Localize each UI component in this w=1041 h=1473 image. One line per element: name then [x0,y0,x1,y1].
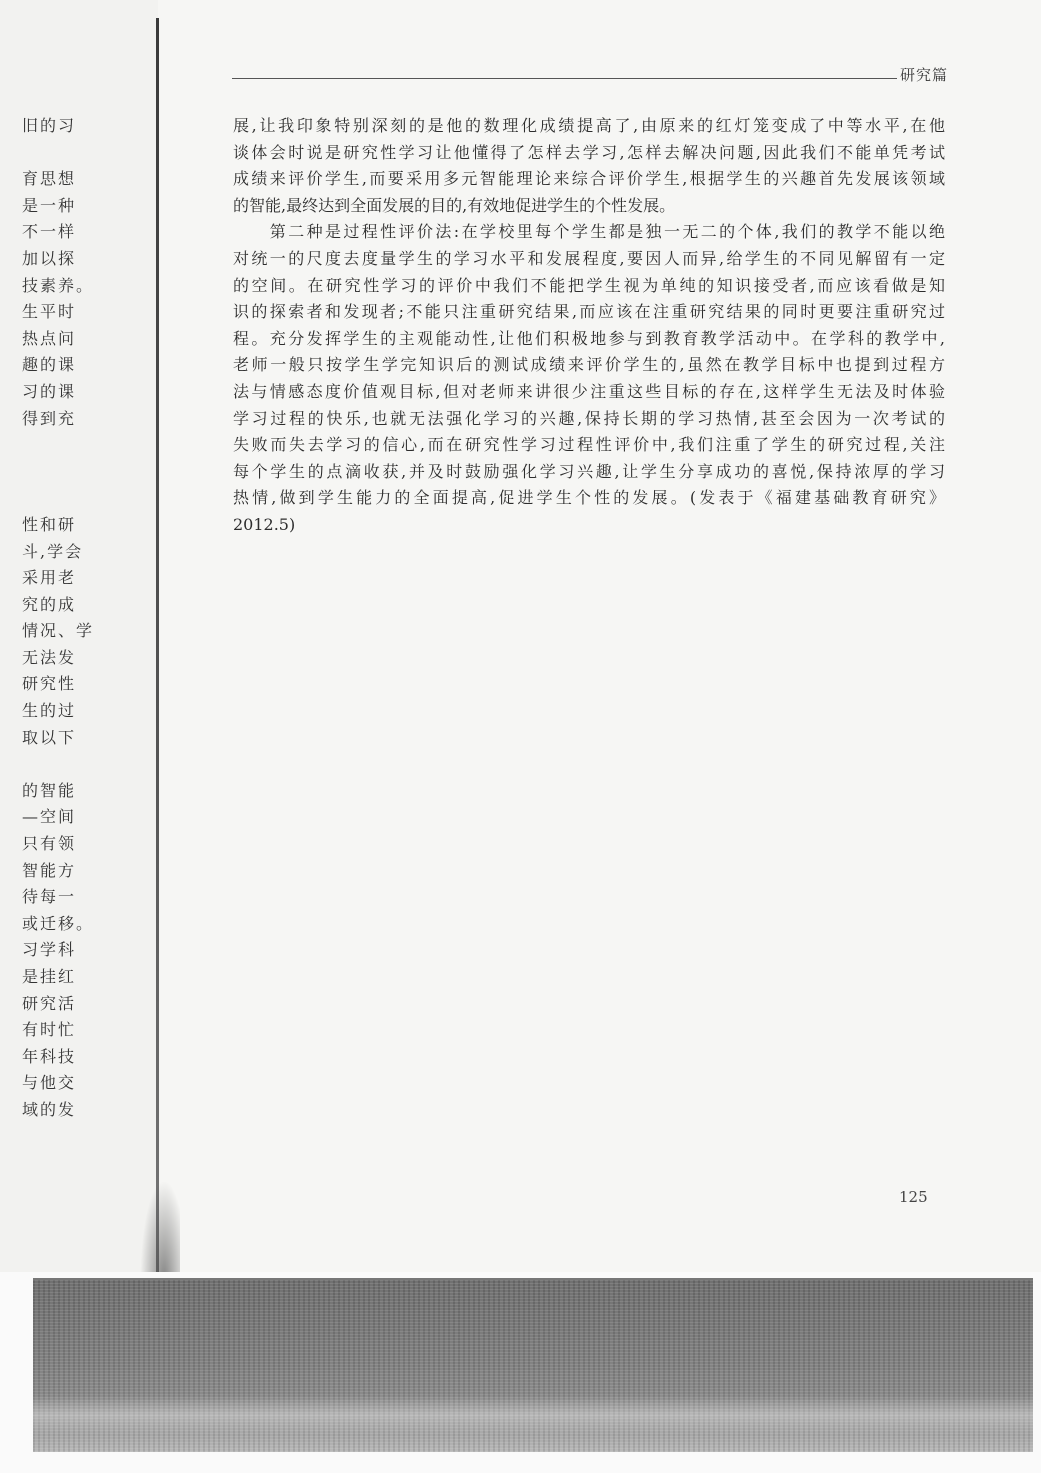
margin-fragment: 是一种 [22,195,77,215]
header-rule [232,78,897,79]
margin-fragment [22,432,132,459]
margin-fragment [22,140,132,167]
margin-fragment: 育思想 [22,169,77,189]
margin-fragment: 生平时 [22,302,77,322]
margin-fragment: 有时忙 [22,1020,77,1040]
body-line: 热情,做到学生能力的全面提高,促进学生个性的发展。(发表于《福建基础教育研究》 [233,488,945,508]
body-line: 程。充分发挥学生的主观能动性,让他们积极地参与到教育教学活动中。在学科的教学中, [233,328,945,348]
margin-fragment: 趣的课 [22,355,77,375]
spine-fade-shadow [140,1180,180,1280]
body-line: 2012.5) [233,514,296,534]
margin-fragment: 的智能 [22,780,77,800]
body-line: 对统一的尺度去度量学生的学习水平和发展程度,要因人而异,给学生的不同见解留有一定 [233,248,945,268]
body-line: 第二种是过程性评价法:在学校里每个学生都是独一无二的个体,我们的教学不能以绝 [233,222,945,242]
body-line: 法与情感态度价值观目标,但对老师来讲很少注重这些目标的存在,这样学生无法及时体验 [233,381,945,401]
body-line: 展,让我印象特别深刻的是他的数理化成绩提高了,由原来的红灯笼变成了中等水平,在他 [233,116,945,135]
margin-fragment: 究的成 [22,594,77,614]
previous-page-sliver [0,0,158,1272]
scanner-highlight [33,1395,1033,1435]
page-number: 125 [899,1188,928,1206]
margin-fragment: 采用老 [22,568,77,588]
margin-fragment: 或迁移。 [22,913,95,933]
margin-fragment: 只有领 [22,834,77,854]
margin-fragment: 与他交 [22,1073,77,1093]
body-line: 的空间。在研究性学习的评价中我们不能把学生视为单纯的知识接受者,而应该看做是知 [233,275,945,295]
margin-fragment: 研究性 [22,674,77,694]
margin-fragment: 技素养。 [22,275,95,295]
margin-fragment: 情况、学 [22,621,95,641]
margin-fragment: 智能方 [22,860,77,880]
margin-fragment: 旧的习 [22,116,77,135]
margin-fragment: 习学科 [22,940,77,960]
margin-fragment: 热点问 [22,328,77,348]
body-line: 识的探索者和发现者;不能只注重研究结果,而应该在注重研究结果的同时更要注重研究过 [233,302,945,322]
margin-fragment: 无法发 [22,647,77,667]
margin-fragment: —空间 [22,807,77,827]
book-spine-shadow [156,18,159,1273]
body-line: 老师一般只按学生学完知识后的测试成绩来评价学生的,虽然在教学目标中也提到过程方 [233,355,945,375]
margin-fragment: 研究活 [22,993,77,1013]
margin-fragment: 取以下 [22,727,77,747]
body-line: 成绩来评价学生,而要采用多元智能理论来综合评价学生,根据学生的兴趣首先发展该领域 [233,169,945,189]
margin-fragment: 不一样 [22,222,77,242]
margin-fragment: 是挂红 [22,967,77,986]
body-line: 的智能,最终达到全面发展的目的,有效地促进学生的个性发展。 [233,195,676,215]
margin-fragment: 习的课 [22,381,77,401]
margin-fragment [22,459,132,486]
body-text [233,113,945,539]
body-line: 每个学生的点滴收获,并及时鼓励强化学习兴趣,让学生分享成功的喜悦,保持浓厚的学习 [233,461,945,481]
margin-fragment: 年科技 [22,1046,77,1066]
margin-fragment: 加以探 [22,248,77,268]
margin-fragment: 生的过 [22,701,77,721]
margin-fragment [22,751,132,778]
left-margin-text [22,113,132,1124]
margin-fragment: 性和研 [22,514,77,534]
body-line: 失败而失去学习的信心,而在研究性学习过程性评价中,我们注重了学生的研究过程,关注 [233,435,945,455]
section-title: 研究篇 [900,66,949,84]
body-line: 学习过程的快乐,也就无法强化学习的兴趣,保持长期的学习热情,甚至会因为一次考试的 [233,408,945,428]
margin-fragment: 待每一 [22,887,77,907]
margin-fragment: 域的发 [22,1099,77,1119]
margin-fragment: 斗,学会 [22,541,84,561]
margin-fragment [22,485,132,512]
margin-fragment: 得到充 [22,408,77,428]
body-line: 谈体会时说是研究性学习让他懂得了怎样去学习,怎样去解决问题,因此我们不能单凭考试 [233,142,945,162]
